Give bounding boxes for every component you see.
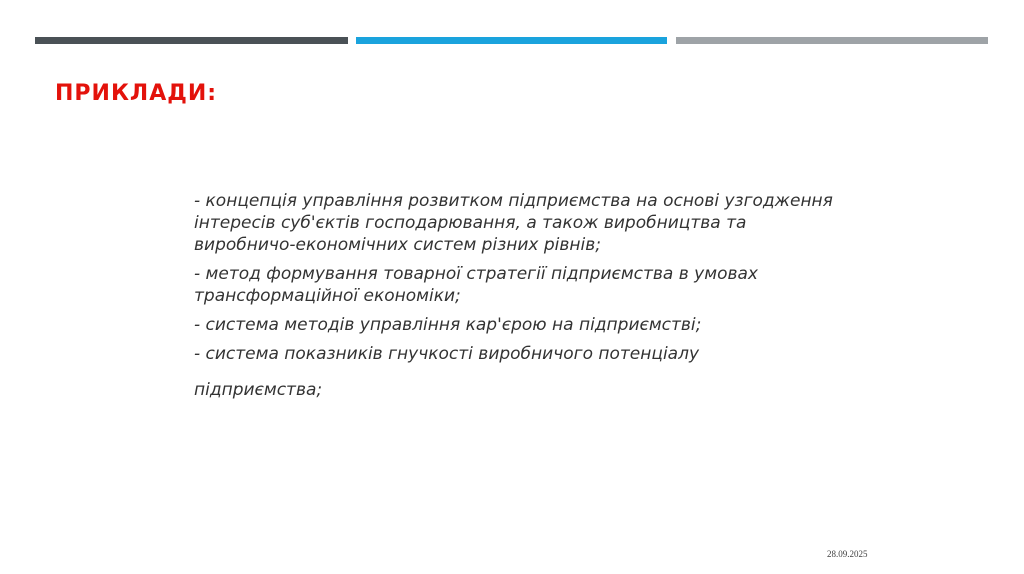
- header-bar-dark: [35, 37, 348, 44]
- slide-content: [194, 190, 834, 408]
- list-item: - метод формування товарної стратегії підприємства в умовах трансформаційної економіки;: [194, 264, 758, 306]
- slide-title: ПРИКЛАДИ:: [55, 81, 218, 106]
- list-item: - система показників гнучкості виробничого потенціалу: [194, 344, 700, 364]
- header-bar-gray: [676, 37, 988, 44]
- slide-date: 28.09.2025: [827, 549, 868, 559]
- list-item: підприємства;: [194, 380, 323, 400]
- list-item: - система методів управління кар'єрою на підприємстві;: [194, 315, 702, 335]
- list-item: - концепція управління розвитком підприємства на основі узгодження інтересів суб'єктів господарювання, а також виробництва та виробничо-економічних систем різних рівнів;: [194, 191, 833, 255]
- header-bar-blue: [356, 37, 667, 44]
